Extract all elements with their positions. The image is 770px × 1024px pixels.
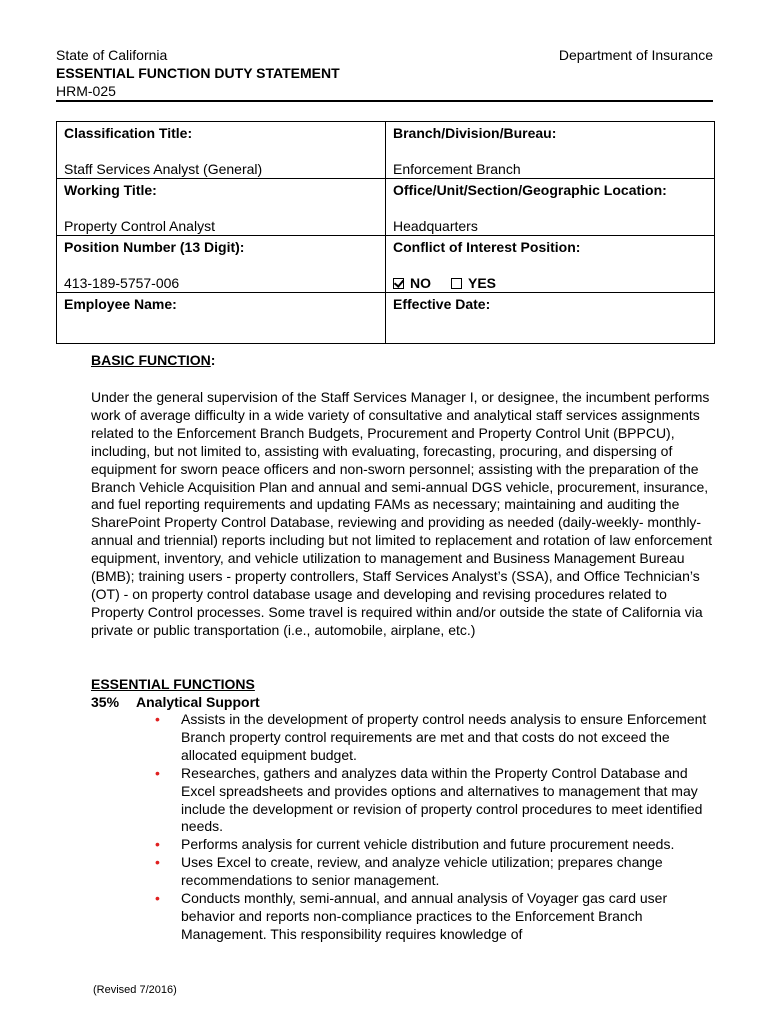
office-value: Headquarters bbox=[393, 218, 478, 234]
agency-name: State of California bbox=[56, 47, 168, 63]
basic-function-heading bbox=[91, 352, 716, 368]
conflict-yes-label: YES bbox=[468, 275, 497, 291]
basic-function-heading-colon: : bbox=[210, 352, 216, 368]
working-title-cell bbox=[57, 179, 386, 236]
duty-title: Analytical Support bbox=[136, 694, 260, 710]
duty-percent: 35% bbox=[91, 694, 120, 710]
duty-bullet-list bbox=[152, 711, 722, 944]
bullet-text: Uses Excel to create, review, and analyze vehicle utilization; prepares change recommendations to senior management. bbox=[181, 854, 663, 889]
employee-name-cell[interactable] bbox=[57, 293, 386, 344]
conflict-no-label: NO bbox=[410, 275, 431, 291]
bullet-text: Performs analysis for current vehicle distribution and future procurement needs. bbox=[181, 836, 675, 853]
office-cell bbox=[386, 179, 715, 236]
bullet-icon: • bbox=[155, 854, 160, 871]
classification-title-value: Staff Services Analyst (General) bbox=[64, 161, 263, 177]
basic-function-text: Under the general supervision of the Staff Services Manager I, or designee, the incumbent performs work of average difficulty in a wide variety of consultative and analytical staff services assignments related to the Enforcement Branch Budgets, Procurement and Property Control Unit (BPPCU), including, but not limited to, assisting with evaluating, forecasting, procuring, and dispersing of equipment for sworn peace officers and non-sworn personnel; assisting with the preparation of the Branch Vehicle Acquisition Plan and annual and semi-annual DGS vehicle, procurement, insurance, and fuel reporting requirements and updating FAMs as necessary; maintaining and auditing the SharePoint Property Control Database, reviewing and providing as needed (daily-weekly- monthly- annual and triennial) reports including but not limited to replacement and rotation of law enforcement equipment, inventory, and vehicle utilization to management and Business Management Bureau (BMB); training users - property controllers, Staff Services Analyst’s (SSA), and Office Technician’s (OT) - on property control database usage and developing and revising procedures related to Property Control processes. Some travel is required within and/or outside the state of California via private or public transportation (i.e., automobile, airplane, etc.) bbox=[91, 389, 713, 638]
conflict-of-interest-cell bbox=[386, 236, 715, 293]
conflict-of-interest-label: Conflict of Interest Position: bbox=[393, 239, 581, 255]
working-title-value: Property Control Analyst bbox=[64, 218, 215, 234]
working-title-label: Working Title: bbox=[64, 182, 157, 198]
list-item bbox=[152, 765, 722, 837]
office-label: Office/Unit/Section/Geographic Location: bbox=[393, 182, 667, 198]
form-number: HRM-025 bbox=[56, 83, 116, 99]
position-number-cell bbox=[57, 236, 386, 293]
duty-section-title bbox=[91, 694, 716, 710]
checkbox-checked-icon[interactable] bbox=[393, 278, 404, 289]
essential-functions-heading-text: ESSENTIAL FUNCTIONS bbox=[91, 676, 255, 692]
basic-function-heading-text: BASIC FUNCTION bbox=[91, 352, 211, 368]
list-item bbox=[152, 836, 722, 854]
bullet-text: Researches, gathers and analyzes data within the Property Control Database and Excel spreadsheets and provides options and alternatives to management that may include the development or revision of property control procedures to meet identified needs. bbox=[181, 764, 703, 835]
branch-cell bbox=[386, 122, 715, 179]
bullet-icon: • bbox=[155, 836, 160, 853]
effective-date-label: Effective Date: bbox=[393, 296, 491, 312]
list-item bbox=[152, 711, 722, 765]
effective-date-cell[interactable] bbox=[386, 293, 715, 344]
bullet-icon: • bbox=[155, 764, 160, 781]
position-number-value: 413-189-5757-006 bbox=[64, 275, 180, 291]
essential-functions-heading bbox=[91, 676, 716, 692]
branch-label: Branch/Division/Bureau: bbox=[393, 125, 557, 141]
conflict-yes-option[interactable] bbox=[451, 274, 496, 292]
bullet-icon: • bbox=[155, 890, 160, 907]
bullet-icon: • bbox=[155, 711, 160, 727]
position-info-table bbox=[56, 121, 715, 344]
conflict-of-interest-options bbox=[393, 274, 707, 292]
list-item bbox=[152, 854, 722, 890]
bullet-text: Conducts monthly, semi-annual, and annual analysis of Voyager gas card user behavior and reports non-compliance practices to the Enforcement Branch Management. This responsibility requires knowledge of bbox=[181, 890, 668, 942]
checkbox-unchecked-icon[interactable] bbox=[451, 278, 462, 289]
revision-footer: (Revised 7/2016) bbox=[93, 984, 177, 996]
header-divider bbox=[56, 100, 713, 102]
department-name: Department of Insurance bbox=[558, 47, 713, 63]
classification-title-cell bbox=[57, 122, 386, 179]
bullet-text: Assists in the development of property control needs analysis to ensure Enforcement Branch property control requirements are met and that costs do not exceed the allocated equipment budget. bbox=[181, 711, 707, 763]
list-item bbox=[152, 890, 722, 944]
document-header bbox=[56, 46, 713, 100]
classification-title-label: Classification Title: bbox=[64, 125, 193, 141]
position-number-label: Position Number (13 Digit): bbox=[64, 239, 245, 255]
branch-value: Enforcement Branch bbox=[393, 161, 521, 177]
document-title: ESSENTIAL FUNCTION DUTY STATEMENT bbox=[56, 65, 340, 81]
conflict-no-option[interactable] bbox=[393, 274, 431, 292]
employee-name-label: Employee Name: bbox=[64, 296, 177, 312]
